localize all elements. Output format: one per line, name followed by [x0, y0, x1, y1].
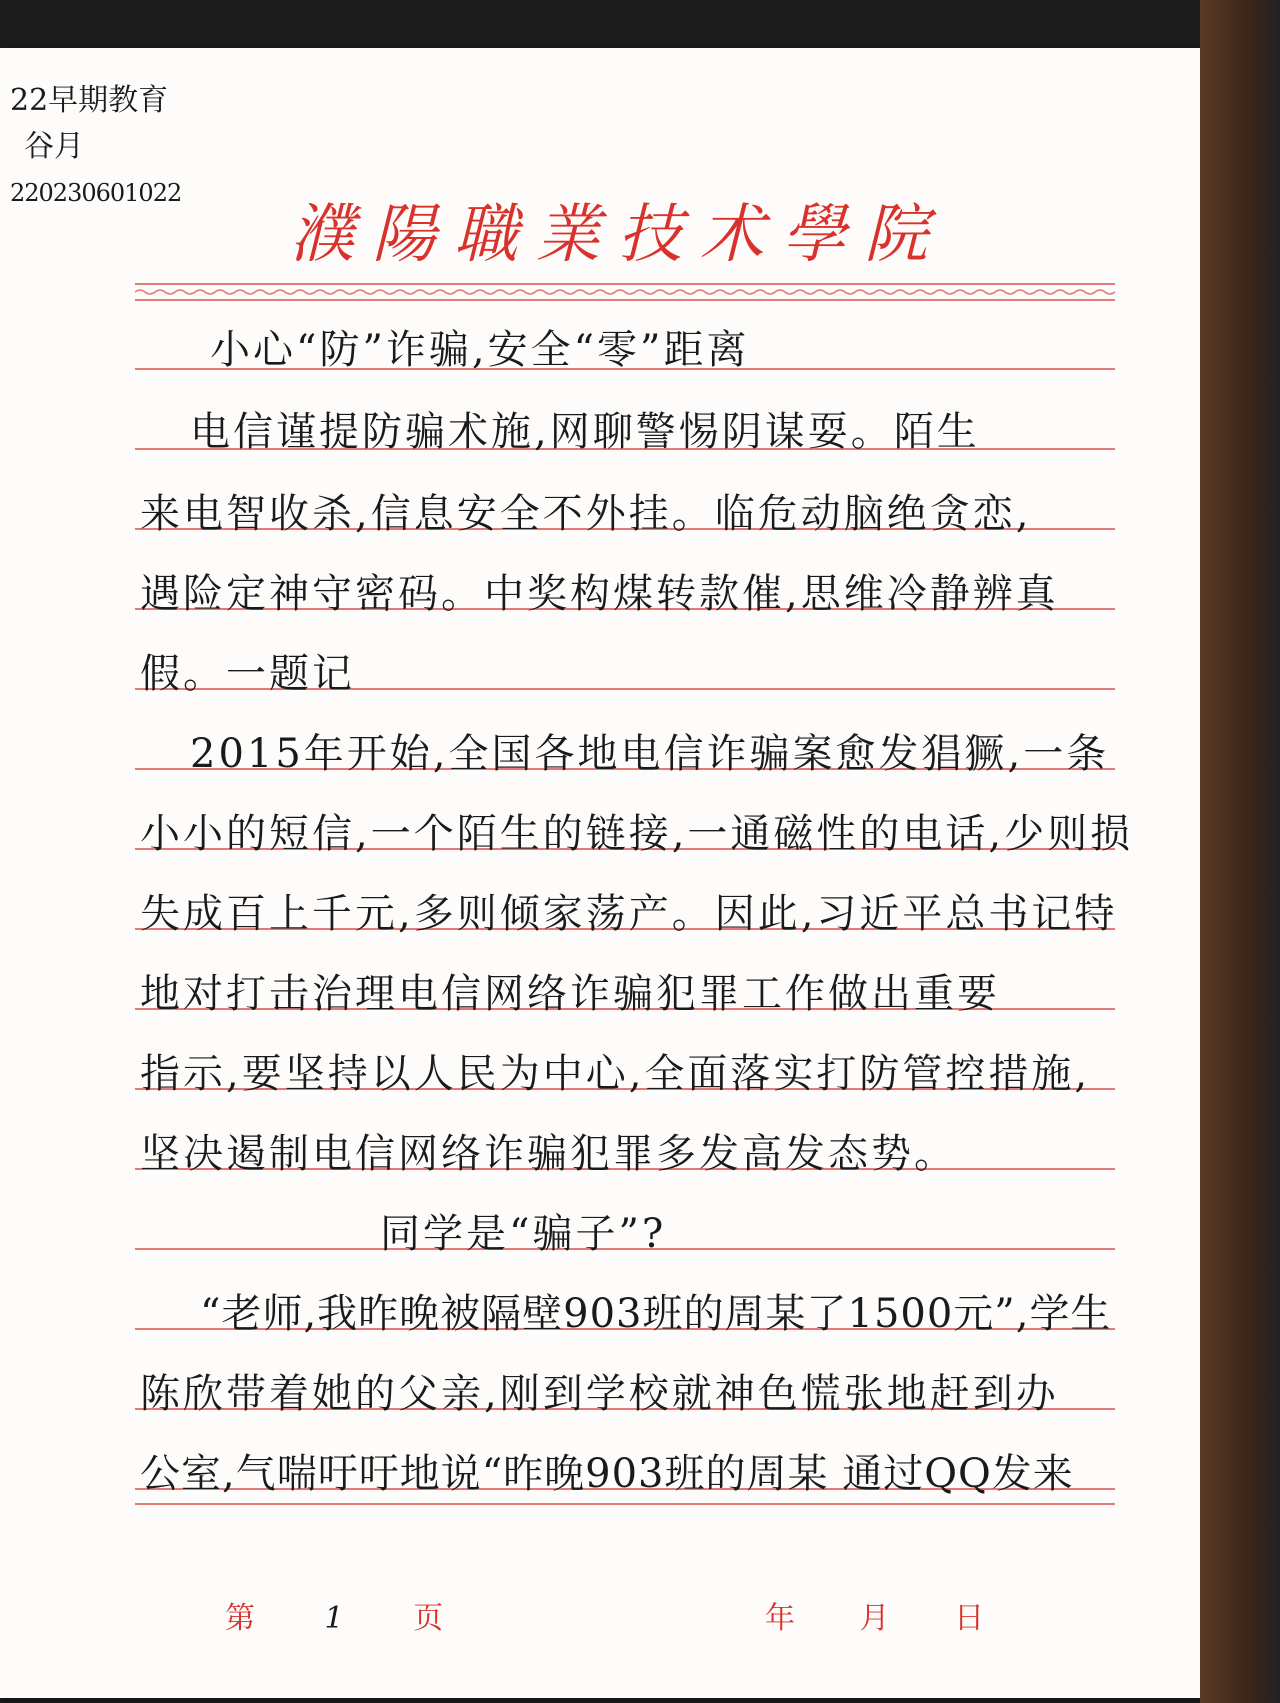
desk-surface	[1200, 0, 1280, 1703]
ruled-line-bottom	[135, 1503, 1115, 1505]
page-number	[225, 1593, 443, 1637]
page-prefix: 第	[225, 1601, 255, 1636]
essay-line: 遇险定神守密码。中奖构煤转款催,思维冷静辨真	[140, 571, 1059, 617]
essay-line: “老师,我昨晚被隔壁903班的周某了1500元”,学生	[200, 1291, 1112, 1337]
essay-line: 指示,要坚持以人民为中心,全面落实打防管控措施,	[140, 1051, 1091, 1097]
date-month: 月	[859, 1601, 890, 1636]
date-year: 年	[765, 1601, 795, 1636]
notebook-page	[0, 48, 1200, 1698]
essay-line: 假。一题记	[140, 651, 355, 697]
page-suffix: 页	[413, 1601, 444, 1636]
school-letterhead: 濮陽職業技术學院	[290, 198, 946, 272]
essay-line: 地对打击治理电信网络诈骗犯罪工作做出重要	[140, 971, 1000, 1017]
essay-line: 小小的短信,一个陌生的链接,一通磁性的电话,少则损	[140, 811, 1134, 857]
page-number-value: 1	[324, 1601, 344, 1636]
letterhead-wavy-rule	[135, 278, 1115, 308]
date-day: 日	[954, 1601, 985, 1636]
essay-line: 电信谨提防骗术施,网聊警惕阴谋耍。陌生	[190, 409, 980, 455]
essay-line: 公室,气喘吁吁地说“昨晚903班的周某 通过QQ发来	[140, 1451, 1074, 1497]
essay-subheading: 同学是“骗子”?	[380, 1211, 667, 1257]
student-class: 22早期教育	[10, 83, 169, 118]
essay-line: 坚决遏制电信网络诈骗犯罪多发高发态势。	[140, 1131, 957, 1177]
essay-line: 来电智收杀,信息安全不外挂。临危动脑绝贪恋,	[140, 491, 1032, 537]
essay-line: 失成百上千元,多则倾家荡产。因此,习近平总书记特	[140, 891, 1118, 937]
essay-line: 陈欣带着她的父亲,刚到学校就神色慌张地赶到办	[140, 1371, 1059, 1417]
date-fields	[765, 1593, 984, 1637]
student-id: 220230601022	[10, 179, 182, 207]
essay-title: 小心“防”诈骗,安全“零”距离	[210, 327, 750, 373]
student-name: 谷月	[24, 129, 84, 164]
essay-line: 2015年开始,全国各地电信诈骗案愈发猖獗,一条	[190, 731, 1110, 777]
student-info	[10, 78, 181, 216]
